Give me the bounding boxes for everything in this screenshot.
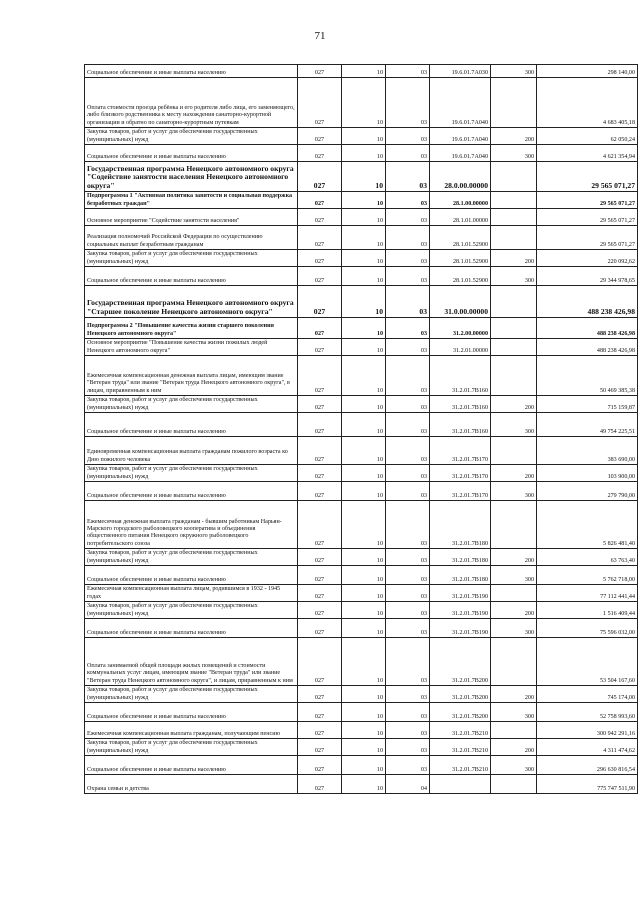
table-row: [85, 501, 638, 549]
row-subsection: 03: [386, 549, 430, 566]
table-row: [85, 437, 638, 465]
row-grbs: 027: [298, 209, 342, 226]
row-target-article: 31.2.01.7В200: [430, 703, 491, 722]
table-row: [85, 566, 638, 585]
row-amount: 745 174,00: [537, 686, 638, 703]
row-section: 10: [342, 619, 386, 638]
row-subsection: 03: [386, 209, 430, 226]
row-grbs: 027: [298, 465, 342, 482]
row-amount: 296 630 816,54: [537, 756, 638, 775]
row-target-article: 31.2.01.00000: [430, 339, 491, 356]
row-name: Социальное обеспечение и иные выплаты населению: [85, 756, 298, 775]
row-expense-type: [491, 318, 537, 339]
row-amount: 75 596 032,00: [537, 619, 638, 638]
row-target-article: 31.2.01.7В210: [430, 722, 491, 739]
row-section: 10: [342, 78, 386, 128]
row-target-article: 31.2.01.7В170: [430, 465, 491, 482]
row-target-article: 31.2.01.7В200: [430, 638, 491, 686]
row-section: 10: [342, 192, 386, 209]
row-name: Ежемесячная компенсационная выплата лицам, родившимся в 1932 - 1945 годах: [85, 585, 298, 602]
row-section: 10: [342, 145, 386, 162]
table-row: [85, 356, 638, 396]
row-section: 10: [342, 585, 386, 602]
row-section: 10: [342, 638, 386, 686]
row-amount: 29 565 071,27: [537, 226, 638, 250]
table-row: [85, 619, 638, 638]
row-expense-type: [491, 775, 537, 794]
row-name: Закупка товаров, работ и услуг для обеспечения государственных (муниципальных) нужд: [85, 250, 298, 267]
row-subsection: 03: [386, 437, 430, 465]
row-section: 10: [342, 65, 386, 78]
row-target-article: 31.2.00.00000: [430, 318, 491, 339]
row-grbs: 027: [298, 65, 342, 78]
row-name: Оплата стоимости проезда ребёнка и его родителя либо лица, его заменяющего, либо близкого родственника к месту нахождения санаторно-курортной организации и обратно по санаторно-курортным путевкам: [85, 78, 298, 128]
row-expense-type: 300: [491, 267, 537, 286]
row-amount: 383 690,00: [537, 437, 638, 465]
row-grbs: 027: [298, 703, 342, 722]
table-row: [85, 286, 638, 318]
row-grbs: 027: [298, 128, 342, 145]
row-expense-type: 200: [491, 549, 537, 566]
row-section: 10: [342, 501, 386, 549]
row-amount: 50 469 385,38: [537, 356, 638, 396]
row-expense-type: 300: [491, 566, 537, 585]
row-expense-type: [491, 226, 537, 250]
row-name: Закупка товаров, работ и услуг для обеспечения государственных (муниципальных) нужд: [85, 602, 298, 619]
row-grbs: 027: [298, 566, 342, 585]
row-amount: 53 504 167,60: [537, 638, 638, 686]
row-grbs: 027: [298, 226, 342, 250]
row-section: 10: [342, 339, 386, 356]
row-amount: 220 092,62: [537, 250, 638, 267]
row-target-article: 31.2.01.7В160: [430, 356, 491, 396]
row-grbs: 027: [298, 585, 342, 602]
row-subsection: 03: [386, 585, 430, 602]
table-row: [85, 192, 638, 209]
row-name: Социальное обеспечение и иные выплаты населению: [85, 145, 298, 162]
row-expense-type: [491, 501, 537, 549]
table-row: [85, 209, 638, 226]
row-target-article: 19.6.01.7А040: [430, 78, 491, 128]
row-expense-type: 200: [491, 686, 537, 703]
row-section: 10: [342, 566, 386, 585]
row-target-article: 28.1.01.52900: [430, 226, 491, 250]
table-row: [85, 339, 638, 356]
row-target-article: 28.1.01.52900: [430, 267, 491, 286]
row-name: Единовременная компенсационная выплата гражданам пожилого возраста ко Дню пожилого человека: [85, 437, 298, 465]
row-amount: 298 140,00: [537, 65, 638, 78]
table-row: [85, 585, 638, 602]
row-amount: 488 238 426,98: [537, 286, 638, 318]
table-row: [85, 775, 638, 794]
row-subsection: 03: [386, 286, 430, 318]
row-target-article: 31.2.01.7В190: [430, 602, 491, 619]
row-expense-type: 200: [491, 602, 537, 619]
row-amount: 62 050,24: [537, 128, 638, 145]
row-subsection: 03: [386, 318, 430, 339]
row-grbs: 027: [298, 501, 342, 549]
row-subsection: 03: [386, 638, 430, 686]
table-row: [85, 756, 638, 775]
row-grbs: 027: [298, 78, 342, 128]
budget-table: [84, 64, 638, 794]
row-name: Социальное обеспечение и иные выплаты населению: [85, 703, 298, 722]
row-name: Ежемесячная компенсационная денежная выплата лицам, имеющим звание "Ветеран труда" или звание "Ветеран труда Ненецкого автономного округа", в лицам, приравненным к ним: [85, 356, 298, 396]
row-section: 10: [342, 602, 386, 619]
row-target-article: 31.2.01.7В180: [430, 501, 491, 549]
row-target-article: 31.2.01.7В210: [430, 756, 491, 775]
row-name: Основное мероприятие "Повышение качества жизни пожилых людей Ненецкого автономного округа": [85, 339, 298, 356]
table-row: [85, 549, 638, 566]
row-amount: 49 754 225,51: [537, 413, 638, 437]
row-target-article: 28.1.01.52900: [430, 250, 491, 267]
row-section: 10: [342, 465, 386, 482]
row-target-article: 28.0.00.00000: [430, 162, 491, 192]
row-grbs: 027: [298, 145, 342, 162]
row-target-article: 31.2.01.7В190: [430, 585, 491, 602]
table-row: [85, 686, 638, 703]
row-section: 10: [342, 356, 386, 396]
table-row: [85, 413, 638, 437]
row-grbs: 027: [298, 250, 342, 267]
row-name: Государственная программа Ненецкого автономного округа "Содействие занятости населения Ненецкого автономного округа": [85, 162, 298, 192]
row-grbs: 027: [298, 482, 342, 501]
table-row: [85, 128, 638, 145]
row-expense-type: [491, 192, 537, 209]
row-name: Закупка товаров, работ и услуг для обеспечения государственных (муниципальных) нужд: [85, 686, 298, 703]
row-grbs: 027: [298, 549, 342, 566]
row-subsection: 03: [386, 703, 430, 722]
row-amount: 300 942 291,16: [537, 722, 638, 739]
row-section: 10: [342, 128, 386, 145]
table-row: [85, 162, 638, 192]
table-row: [85, 602, 638, 619]
row-amount: 4 311 474,62: [537, 739, 638, 756]
row-amount: 488 238 426,98: [537, 339, 638, 356]
row-section: 10: [342, 226, 386, 250]
row-grbs: 027: [298, 756, 342, 775]
row-subsection: 03: [386, 686, 430, 703]
row-name: Закупка товаров, работ и услуг для обеспечения государственных (муниципальных) нужд: [85, 128, 298, 145]
row-name: Реализация полномочий Российской Федерации по осуществлению социальных выплат безработным гражданам: [85, 226, 298, 250]
row-name: Социальное обеспечение и иные выплаты населению: [85, 267, 298, 286]
row-expense-type: [491, 209, 537, 226]
row-name: Основное мероприятие "Содействие занятости населения": [85, 209, 298, 226]
row-subsection: 03: [386, 267, 430, 286]
row-amount: 715 159,87: [537, 396, 638, 413]
row-section: 10: [342, 250, 386, 267]
row-section: 10: [342, 413, 386, 437]
row-name: Социальное обеспечение и иные выплаты населению: [85, 619, 298, 638]
row-grbs: 027: [298, 602, 342, 619]
row-grbs: 027: [298, 339, 342, 356]
row-expense-type: 300: [491, 619, 537, 638]
row-grbs: 027: [298, 638, 342, 686]
row-subsection: 03: [386, 566, 430, 585]
table-row: [85, 226, 638, 250]
row-name: Охрана семьи и детства: [85, 775, 298, 794]
row-target-article: 19.6.01.7А030: [430, 65, 491, 78]
row-subsection: 03: [386, 396, 430, 413]
row-subsection: 03: [386, 465, 430, 482]
row-amount: 77 112 441,44: [537, 585, 638, 602]
row-subsection: 03: [386, 356, 430, 396]
row-name: Ежемесячная компенсационная выплата гражданам, получающим пенсию: [85, 722, 298, 739]
row-section: 10: [342, 437, 386, 465]
row-subsection: 03: [386, 413, 430, 437]
row-expense-type: [491, 356, 537, 396]
row-name: Социальное обеспечение и иные выплаты населению: [85, 65, 298, 78]
row-subsection: 03: [386, 162, 430, 192]
row-amount: 63 763,40: [537, 549, 638, 566]
row-amount: 29 565 071,27: [537, 209, 638, 226]
row-amount: 5 826 481,40: [537, 501, 638, 549]
row-grbs: 027: [298, 686, 342, 703]
row-section: 10: [342, 267, 386, 286]
row-target-article: 31.2.01.7В170: [430, 482, 491, 501]
row-section: 10: [342, 209, 386, 226]
row-expense-type: 200: [491, 739, 537, 756]
row-expense-type: 300: [491, 413, 537, 437]
row-name: Закупка товаров, работ и услуг для обеспечения государственных (муниципальных) нужд: [85, 739, 298, 756]
row-name: Социальное обеспечение и иные выплаты населению: [85, 413, 298, 437]
row-expense-type: 300: [491, 145, 537, 162]
row-expense-type: 200: [491, 250, 537, 267]
row-target-article: 31.2.01.7В190: [430, 619, 491, 638]
row-expense-type: 200: [491, 128, 537, 145]
row-expense-type: [491, 722, 537, 739]
row-expense-type: [491, 78, 537, 128]
table-row: [85, 703, 638, 722]
page-number: 71: [314, 30, 326, 42]
row-subsection: 03: [386, 145, 430, 162]
row-name: Социальное обеспечение и иные выплаты населению: [85, 482, 298, 501]
row-amount: 4 683 405,18: [537, 78, 638, 128]
row-grbs: 027: [298, 437, 342, 465]
row-grbs: 027: [298, 318, 342, 339]
row-expense-type: [491, 638, 537, 686]
row-section: 10: [342, 396, 386, 413]
row-amount: 1 516 409,44: [537, 602, 638, 619]
table-row: [85, 250, 638, 267]
table-row: [85, 267, 638, 286]
row-section: 10: [342, 686, 386, 703]
row-section: 10: [342, 286, 386, 318]
table-row: [85, 722, 638, 739]
row-expense-type: 300: [491, 482, 537, 501]
row-expense-type: 300: [491, 703, 537, 722]
row-section: 10: [342, 318, 386, 339]
row-subsection: 03: [386, 339, 430, 356]
row-section: 10: [342, 722, 386, 739]
row-target-article: 19.6.01.7А040: [430, 145, 491, 162]
row-target-article: 31.2.01.7В200: [430, 686, 491, 703]
row-subsection: 03: [386, 482, 430, 501]
row-expense-type: 300: [491, 65, 537, 78]
row-expense-type: [491, 585, 537, 602]
row-subsection: 04: [386, 775, 430, 794]
table-row: [85, 465, 638, 482]
row-subsection: 03: [386, 756, 430, 775]
table-row: [85, 318, 638, 339]
row-expense-type: 200: [491, 465, 537, 482]
row-subsection: 03: [386, 619, 430, 638]
row-grbs: 027: [298, 162, 342, 192]
row-section: 10: [342, 739, 386, 756]
row-grbs: 027: [298, 396, 342, 413]
row-grbs: 027: [298, 619, 342, 638]
row-expense-type: [491, 339, 537, 356]
row-target-article: 28.1.00.00000: [430, 192, 491, 209]
row-amount: 29 344 978,65: [537, 267, 638, 286]
row-subsection: 03: [386, 65, 430, 78]
row-name: Ежемесячная денежная выплата гражданам - бывшим работникам Нарьян-Марского городского рыболовецкого кооператива и объединения общественного питания Ненецкого окружного рыболовецкого потребительского союза: [85, 501, 298, 549]
row-subsection: 03: [386, 501, 430, 549]
row-amount: 279 790,00: [537, 482, 638, 501]
row-grbs: 027: [298, 286, 342, 318]
row-amount: 488 238 426,98: [537, 318, 638, 339]
row-amount: 775 747 511,90: [537, 775, 638, 794]
row-subsection: 03: [386, 602, 430, 619]
row-name: Подпрограмма 2 "Повышение качества жизни старшего поколения Ненецкого автономного округа": [85, 318, 298, 339]
row-target-article: 31.2.01.7В170: [430, 437, 491, 465]
row-name: Закупка товаров, работ и услуг для обеспечения государственных (муниципальных) нужд: [85, 465, 298, 482]
row-section: 10: [342, 703, 386, 722]
row-subsection: 03: [386, 78, 430, 128]
row-grbs: 027: [298, 775, 342, 794]
row-grbs: 027: [298, 192, 342, 209]
row-amount: 29 565 071,27: [537, 162, 638, 192]
row-subsection: 03: [386, 739, 430, 756]
budget-table-body: [85, 65, 638, 794]
row-grbs: 027: [298, 739, 342, 756]
row-amount: 4 621 354,94: [537, 145, 638, 162]
table-row: [85, 638, 638, 686]
row-subsection: 03: [386, 250, 430, 267]
row-name: Оплата занимаемой общей площади жилых помещений и стоимости коммунальных услуг лицам, имеющим звание "Ветеран труда" или звание "Ветеран труда Ненецкого автономного округа", и лицам, приравненным к ним: [85, 638, 298, 686]
row-name: Социальное обеспечение и иные выплаты населению: [85, 566, 298, 585]
row-amount: 29 565 071,27: [537, 192, 638, 209]
row-expense-type: [491, 286, 537, 318]
row-subsection: 03: [386, 192, 430, 209]
row-subsection: 03: [386, 722, 430, 739]
row-amount: 103 900,00: [537, 465, 638, 482]
row-section: 10: [342, 162, 386, 192]
table-row: [85, 396, 638, 413]
row-subsection: 03: [386, 226, 430, 250]
row-name: Закупка товаров, работ и услуг для обеспечения государственных (муниципальных) нужд: [85, 396, 298, 413]
row-target-article: 31.2.01.7В160: [430, 396, 491, 413]
row-subsection: 03: [386, 128, 430, 145]
row-target-article: 28.1.01.00000: [430, 209, 491, 226]
row-grbs: 027: [298, 413, 342, 437]
row-amount: 5 762 718,00: [537, 566, 638, 585]
row-expense-type: 200: [491, 396, 537, 413]
table-row: [85, 145, 638, 162]
row-target-article: 31.2.01.7В210: [430, 739, 491, 756]
row-target-article: 19.6.01.7А040: [430, 128, 491, 145]
table-row: [85, 739, 638, 756]
table-row: [85, 78, 638, 128]
row-grbs: 027: [298, 267, 342, 286]
row-section: 10: [342, 775, 386, 794]
row-grbs: 027: [298, 722, 342, 739]
row-section: 10: [342, 482, 386, 501]
row-target-article: 31.2.01.7В180: [430, 549, 491, 566]
row-section: 10: [342, 549, 386, 566]
row-expense-type: [491, 437, 537, 465]
table-row: [85, 482, 638, 501]
row-name: Закупка товаров, работ и услуг для обеспечения государственных (муниципальных) нужд: [85, 549, 298, 566]
row-target-article: [430, 775, 491, 794]
row-target-article: 31.2.01.7В180: [430, 566, 491, 585]
table-row: [85, 65, 638, 78]
row-section: 10: [342, 756, 386, 775]
row-expense-type: [491, 162, 537, 192]
row-grbs: 027: [298, 356, 342, 396]
row-target-article: 31.2.01.7В160: [430, 413, 491, 437]
row-name: Подпрограмма 1 "Активная политика занятости и социальная поддержка безработных граждан": [85, 192, 298, 209]
row-name: Государственная программа Ненецкого автономного округа "Старшее поколение Ненецкого автономного округа": [85, 286, 298, 318]
row-amount: 52 758 993,60: [537, 703, 638, 722]
row-target-article: 31.0.00.00000: [430, 286, 491, 318]
row-expense-type: 300: [491, 756, 537, 775]
